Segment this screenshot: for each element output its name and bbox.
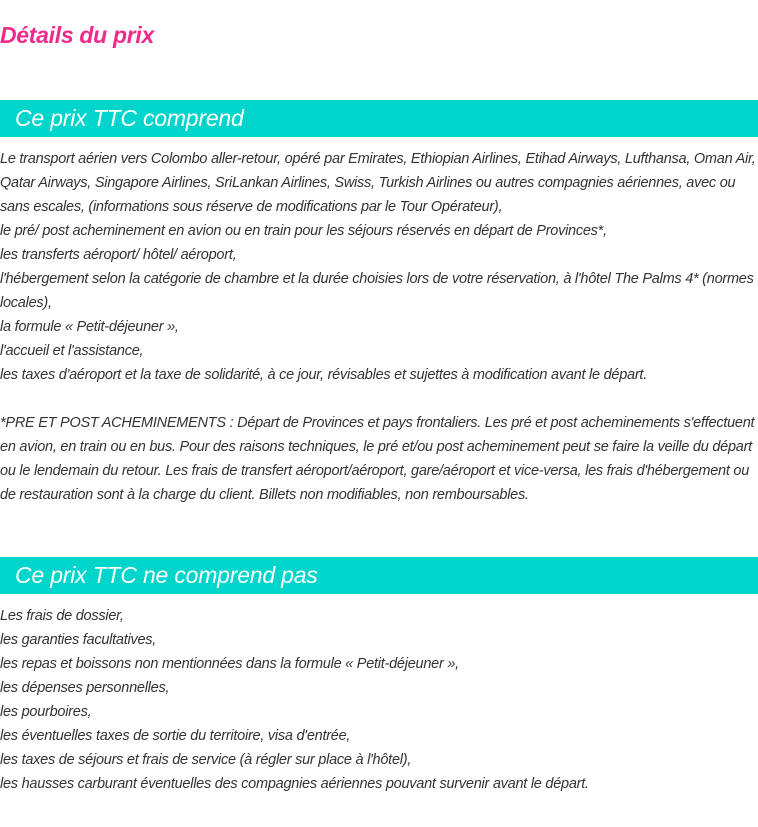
excluded-item: Les frais de dossier,	[0, 608, 124, 624]
excluded-section-body	[0, 604, 758, 796]
included-item: l'hébergement selon la catégorie de chambre et la durée choisies lors de votre réservation, à l'hôtel The Palms 4* (normes locales),	[0, 271, 754, 311]
included-item: la formule « Petit-déjeuner »,	[0, 319, 179, 335]
excluded-item: les garanties facultatives,	[0, 632, 157, 648]
included-item: Le transport aérien vers Colombo aller-retour, opéré par Emirates, Ethiopian Airlines, Etihad Airways, Lufthansa, Oman Air, Qatar Airways, Singapore Airlines, SriLankan Airlines, Swiss, Turkish Airlines ou autres compagnies aériennes, avec ou sans escales, (informations sous réserve de modifications par le Tour Opérateur),	[0, 151, 756, 215]
excluded-section-header: Ce prix TTC ne comprend pas	[0, 557, 758, 594]
excluded-item: les éventuelles taxes de sortie du territoire, visa d'entrée,	[0, 728, 351, 744]
page-title: Détails du prix	[0, 22, 154, 48]
excluded-item: les pourboires,	[0, 704, 92, 720]
pre-post-note: *PRE ET POST ACHEMINEMENTS : Départ de Provinces et pays frontaliers. Les pré et post acheminements s'effectuent en avion, en train ou en bus. Pour des raisons techniques, le pré et/ou post acheminement peut se faire la veille du départ ou le lendemain du retour. Les frais de transfert aéroport/aéroport, gare/aéroport et vice-versa, les frais d'hébergement ou de restauration sont à la charge du client. Billets non modifiables, non remboursables.	[0, 415, 755, 503]
excluded-item: les repas et boissons non mentionnées dans la formule « Petit-déjeuner »,	[0, 656, 459, 672]
included-item: le pré/ post acheminement en avion ou en train pour les séjours réservés en départ de Provinces*,	[0, 223, 607, 239]
included-item: les transferts aéroport/ hôtel/ aéroport,	[0, 247, 237, 263]
included-item: les taxes d'aéroport et la taxe de solidarité, à ce jour, révisables et sujettes à modification avant le départ.	[0, 367, 647, 383]
excluded-item: les dépenses personnelles,	[0, 680, 170, 696]
paragraph-gap	[0, 387, 758, 411]
excluded-item: les taxes de séjours et frais de service (à régler sur place à l'hôtel),	[0, 752, 412, 768]
included-section-header: Ce prix TTC comprend	[0, 100, 758, 137]
included-item: l'accueil et l'assistance,	[0, 343, 144, 359]
excluded-item: les hausses carburant éventuelles des compagnies aériennes pouvant survenir avant le départ.	[0, 776, 589, 792]
included-section-body	[0, 147, 758, 507]
